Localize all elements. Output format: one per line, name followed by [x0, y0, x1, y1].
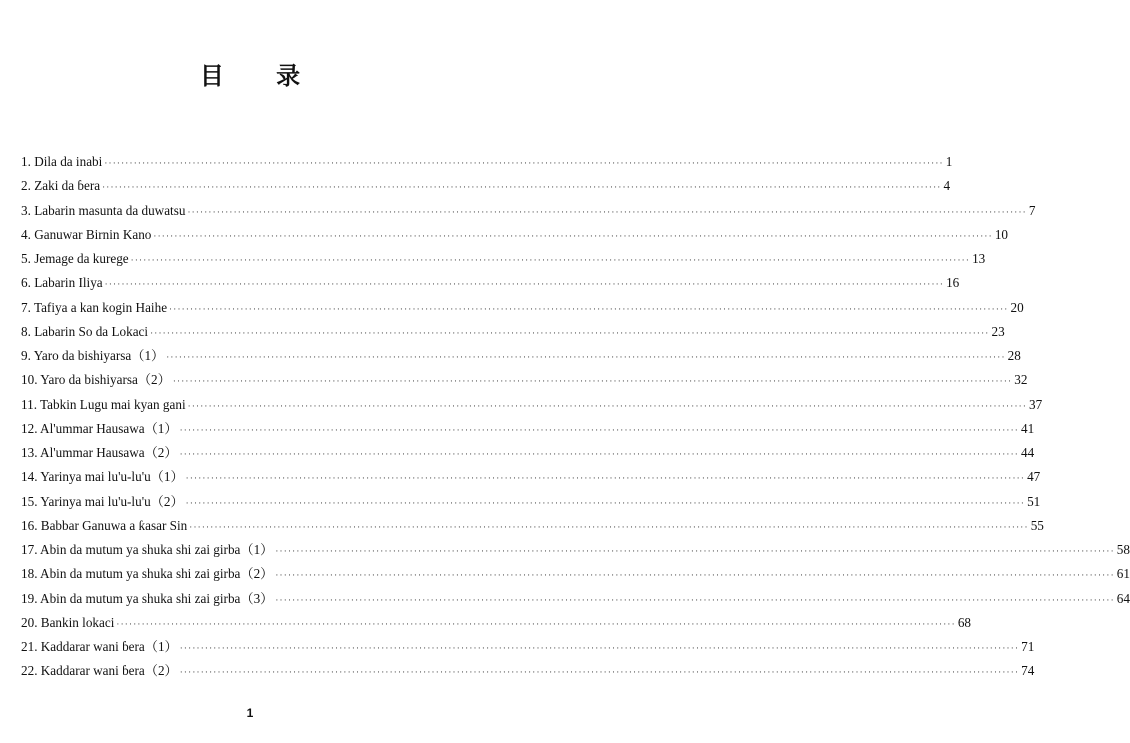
- toc-entry-page: 13: [972, 251, 986, 266]
- toc-entry-page: 7: [1028, 202, 1036, 218]
- toc-entry: [21, 368, 1028, 392]
- toc-entry-title: 22. Kaddarar wani ɓera（2）: [21, 663, 178, 679]
- toc-entry-page: 58: [1116, 542, 1130, 557]
- toc-entry-page: 10: [994, 226, 1008, 242]
- toc-entry-page: 41: [1021, 420, 1035, 436]
- toc-entry: [21, 611, 972, 635]
- dot-leader: ········································································································································································································: [189, 521, 1029, 532]
- toc-entry: [21, 320, 1005, 344]
- toc-entry: [21, 538, 1130, 562]
- toc-entry: [21, 490, 1041, 514]
- dot-leader: ········································································································································································································: [102, 182, 942, 193]
- toc-entry-title: 18. Abin da mutum ya shuka shi zai girba（2）: [21, 566, 274, 582]
- toc-entry-title: 19. Abin da mutum ya shuka shi zai girba（3）: [21, 590, 274, 606]
- dot-leader: ········································································································································································································: [179, 667, 1020, 678]
- dot-leader: ········································································································································································································: [104, 158, 944, 168]
- dot-leader: ········································································································································································································: [130, 255, 971, 265]
- toc-entry-page: 20: [1010, 299, 1024, 315]
- toc-entry-page: 71: [1021, 639, 1035, 654]
- toc-entry-page: 44: [1021, 445, 1035, 460]
- toc-entry: [21, 417, 1035, 441]
- dot-leader: ········································································································································································································: [179, 424, 1019, 435]
- toc-entry: [21, 344, 1021, 368]
- toc-entry: [21, 441, 1035, 465]
- toc-entry-title: 1. Dila da inabi: [21, 154, 103, 169]
- dot-leader: ········································································································································································································: [116, 618, 956, 629]
- toc-entry-title: 20. Bankin lokaci: [21, 614, 115, 630]
- toc-entry-page: 4: [943, 178, 951, 194]
- toc-entry: [21, 659, 1035, 683]
- toc-entry: [21, 174, 951, 198]
- dot-leader: ········································································································································································································: [179, 449, 1019, 459]
- toc-entry-title: 2. Zaki da ɓera: [21, 178, 101, 194]
- dot-leader: ········································································································································································································: [166, 352, 1006, 362]
- toc-entry-page: 74: [1021, 663, 1035, 679]
- toc-entry-title: 5. Jemage da kurege: [21, 251, 129, 266]
- toc-entry-title: 15. Yarinya mai lu'u-lu'u（2）: [21, 493, 184, 509]
- toc-entry-page: 28: [1007, 348, 1021, 363]
- toc-entry-title: 3. Labarin masunta da duwatsu: [21, 202, 186, 218]
- toc-entry-page: 1: [945, 154, 953, 169]
- dot-leader: ········································································································································································································: [169, 303, 1009, 314]
- toc-entry: [21, 587, 1130, 611]
- toc-entry-title: 17. Abin da mutum ya shuka shi zai girba（1）: [21, 542, 274, 557]
- dot-leader: ········································································································································································································: [179, 643, 1020, 653]
- toc-entry: [21, 562, 1130, 586]
- toc-entry-page: 47: [1027, 469, 1041, 485]
- toc-entry-page: 64: [1116, 590, 1130, 606]
- toc-entry-title: 14. Yarinya mai lu'u-lu'u（1）: [21, 469, 184, 485]
- toc-entry-page: 23: [991, 323, 1005, 339]
- page-title: 目 录: [199, 62, 323, 90]
- dot-leader: ········································································································································································································: [185, 497, 1026, 508]
- dot-leader: ········································································································································································································: [185, 473, 1026, 484]
- page-number: 1: [246, 706, 254, 720]
- toc-entry: [21, 393, 1043, 417]
- toc-entry-page: 68: [957, 614, 972, 630]
- toc-entry-title: 7. Tafiya a kan kogin Haihe: [21, 299, 168, 315]
- dot-leader: ········································································································································································································: [104, 279, 945, 290]
- toc-entry-page: 16: [946, 275, 960, 291]
- toc-entry-title: 9. Yaro da bishiyarsa（1）: [21, 348, 165, 363]
- dot-leader: ········································································································································································································: [275, 594, 1115, 605]
- toc-entry-page: 61: [1116, 566, 1130, 582]
- toc-entry-title: 4. Ganuwar Birnin Kano: [21, 226, 152, 242]
- dot-leader: ········································································································································································································: [275, 570, 1115, 581]
- toc-entry: [21, 247, 986, 271]
- toc-entry-title: 21. Kaddarar wani ɓera（1）: [21, 639, 178, 654]
- toc-entry-title: 13. Al'ummar Hausawa（2）: [21, 445, 178, 460]
- toc-entry: [21, 223, 1008, 247]
- toc-entry: [21, 514, 1044, 538]
- toc-entry: [21, 271, 960, 295]
- dot-leader: ········································································································································································································: [187, 206, 1027, 217]
- toc-entry: [21, 635, 1035, 659]
- toc-entry-title: 12. Al'ummar Hausawa（1）: [21, 420, 178, 436]
- toc-entry-page: 37: [1029, 396, 1043, 412]
- dot-leader: ········································································································································································································: [172, 376, 1013, 387]
- toc-entry: [21, 150, 953, 174]
- toc-entry: [21, 296, 1024, 320]
- toc-entry-page: 32: [1014, 372, 1028, 388]
- toc-entry: [21, 199, 1036, 223]
- toc-entry-title: 11. Tabkin Lugu mai kyan gani: [21, 396, 186, 412]
- toc-entry-title: 10. Yaro da bishiyarsa（2）: [21, 372, 171, 388]
- toc-entry: [21, 465, 1041, 489]
- toc-entry-title: 16. Babbar Ganuwa a ƙasar Sin: [21, 517, 188, 533]
- dot-leader: ········································································································································································································: [187, 400, 1028, 411]
- dot-leader: ········································································································································································································: [150, 327, 990, 338]
- toc-entry-page: 51: [1027, 493, 1041, 509]
- toc-entry-page: 55: [1030, 517, 1044, 533]
- dot-leader: ········································································································································································································: [275, 546, 1115, 556]
- toc-entry-title: 6. Labarin Iliya: [21, 275, 103, 291]
- toc-entry-title: 8. Labarin So da Lokaci: [21, 323, 149, 339]
- dot-leader: ········································································································································································································: [153, 230, 993, 241]
- table-of-contents: [21, 150, 1130, 684]
